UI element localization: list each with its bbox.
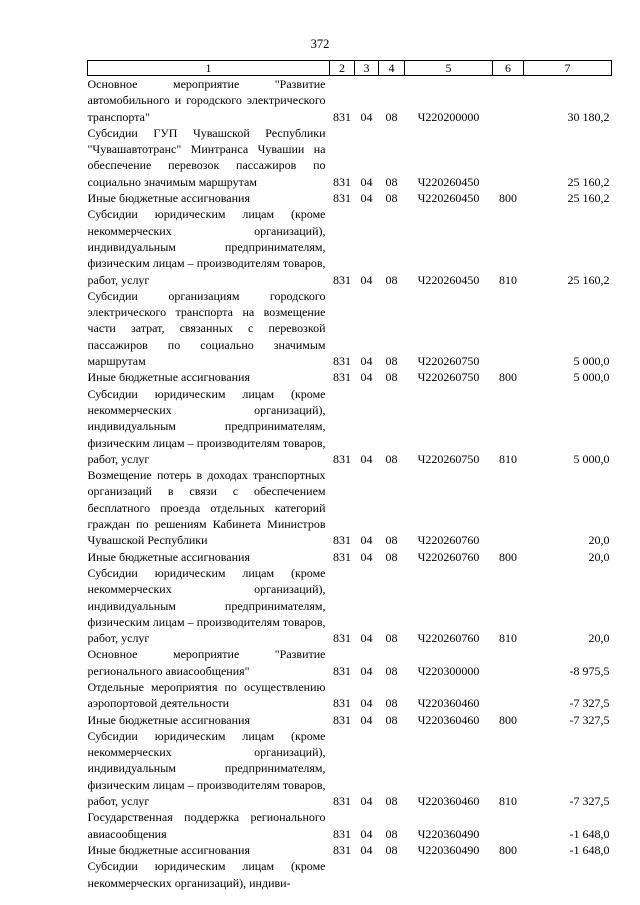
row-admin-code: 831	[333, 696, 351, 711]
column-header: 2	[330, 61, 355, 76]
row-expense-type	[493, 288, 524, 369]
row-admin-code: 831	[333, 370, 351, 385]
row-target-article: Ч220260760	[417, 533, 480, 548]
row-subsection-code: 08	[385, 826, 398, 841]
row-section-code: 04	[360, 631, 373, 646]
row-expense-type: 800	[499, 191, 517, 206]
row-admin-code	[330, 858, 355, 891]
row-section-code: 04	[360, 191, 373, 206]
row-name: Иные бюджетные ассигнования	[87, 191, 250, 206]
row-subsection-code: 08	[385, 712, 398, 727]
row-admin-code: 831	[333, 174, 351, 189]
row-name: Основное мероприятие "Развитие автомобильного и городского электрического транспорта"	[87, 77, 326, 124]
table-row	[88, 206, 612, 287]
row-target-article: Ч220260450	[417, 174, 480, 189]
table-row	[88, 467, 612, 548]
row-subsection-code: 08	[385, 370, 398, 385]
row-amount: -7 327,5	[569, 712, 610, 727]
row-admin-code: 831	[333, 533, 351, 548]
row-amount: -7 327,5	[569, 794, 610, 809]
row-target-article: Ч220360460	[417, 794, 480, 809]
row-amount: 25 160,2	[567, 174, 610, 189]
row-name: Субсидии юридическим лицам (кроме некоммерческих организаций), индиви-	[87, 859, 326, 890]
row-admin-code: 831	[333, 272, 351, 287]
row-name: Иные бюджетные ассигнования	[87, 549, 250, 564]
row-subsection-code: 08	[385, 109, 398, 124]
table-row	[88, 565, 612, 646]
row-section-code: 04	[360, 842, 373, 857]
table-row	[88, 646, 612, 679]
row-target-article: Ч220260760	[417, 549, 480, 564]
row-expense-type: 800	[499, 370, 517, 385]
row-subsection-code: 08	[385, 794, 398, 809]
row-admin-code: 831	[333, 826, 351, 841]
row-section-code: 04	[360, 826, 373, 841]
row-section-code: 04	[360, 370, 373, 385]
row-expense-type: 800	[499, 549, 517, 564]
row-expense-type: 810	[499, 272, 517, 287]
row-name: Субсидии юридическим лицам (кроме некоммерческих организаций), индивидуальным предпринимателям, физическим лицам – производителям товаров, работ, услуг	[87, 728, 326, 809]
row-admin-code: 831	[333, 109, 351, 124]
row-admin-code: 831	[333, 631, 351, 646]
table-row	[88, 190, 612, 206]
column-header: 1	[88, 61, 330, 76]
row-target-article: Ч220260750	[417, 370, 480, 385]
row-section-code: 04	[360, 663, 373, 678]
table-body	[88, 76, 612, 891]
row-name: Субсидии ГУП Чувашской Республики "Чувашавтотранс" Минтранса Чувашии на обеспечение перевозок пассажиров по социально значимым маршрутам	[87, 125, 326, 189]
row-subsection-code: 08	[385, 174, 398, 189]
row-target-article: Ч220360490	[417, 842, 480, 857]
table-row	[88, 712, 612, 728]
row-expense-type	[493, 76, 524, 125]
row-admin-code: 831	[333, 712, 351, 727]
row-target-article: Ч220260450	[417, 272, 480, 287]
row-expense-type	[493, 467, 524, 548]
row-expense-type: 800	[499, 842, 517, 857]
column-header: 3	[355, 61, 379, 76]
row-subsection-code: 08	[385, 631, 398, 646]
row-amount: 30 180,2	[567, 109, 610, 124]
budget-table	[87, 60, 612, 891]
page-number: 372	[310, 37, 330, 51]
row-admin-code: 831	[333, 549, 351, 564]
row-section-code: 04	[360, 533, 373, 548]
row-target-article: Ч220360460	[417, 712, 480, 727]
row-amount: 5 000,0	[573, 451, 610, 466]
row-expense-type	[493, 646, 524, 679]
row-expense-type: 800	[499, 712, 517, 727]
column-header: 4	[379, 61, 405, 76]
table-row	[88, 125, 612, 190]
row-subsection-code: 08	[385, 272, 398, 287]
row-amount: -1 648,0	[569, 842, 610, 857]
row-subsection-code: 08	[385, 533, 398, 548]
table-row	[88, 76, 612, 125]
row-expense-type	[493, 858, 524, 891]
row-name: Иные бюджетные ассигнования	[87, 842, 250, 857]
row-subsection-code: 08	[385, 842, 398, 857]
row-name: Отдельные мероприятия по осуществлению аэропортовой деятельности	[87, 679, 326, 711]
row-target-article: Ч220200000	[417, 109, 480, 124]
row-amount	[524, 858, 612, 891]
row-section-code: 04	[360, 109, 373, 124]
row-admin-code: 831	[333, 451, 351, 466]
row-amount: 5 000,0	[573, 370, 610, 385]
row-subsection-code: 08	[385, 663, 398, 678]
row-target-article	[405, 858, 493, 891]
row-subsection-code: 08	[385, 191, 398, 206]
row-admin-code: 831	[333, 842, 351, 857]
row-subsection-code: 08	[385, 549, 398, 564]
row-expense-type: 810	[499, 794, 517, 809]
row-amount: 20,0	[588, 549, 610, 564]
row-name: Иные бюджетные ассигнования	[87, 712, 250, 727]
table-row	[88, 549, 612, 565]
row-section-code: 04	[360, 354, 373, 369]
row-expense-type: 810	[499, 631, 517, 646]
table-row	[88, 679, 612, 712]
row-expense-type	[493, 125, 524, 190]
table-row	[88, 288, 612, 369]
row-section-code: 04	[360, 174, 373, 189]
row-amount: -1 648,0	[569, 826, 610, 841]
row-name: Основное мероприятие "Развитие регионального авиасообщения"	[87, 647, 326, 678]
row-admin-code: 831	[333, 354, 351, 369]
row-expense-type: 810	[499, 451, 517, 466]
row-section-code: 04	[360, 794, 373, 809]
row-target-article: Ч220260760	[417, 631, 480, 646]
table-row	[88, 809, 612, 842]
table-row	[88, 842, 612, 858]
row-section-code: 04	[360, 549, 373, 564]
row-target-article: Ч220260750	[417, 354, 480, 369]
row-subsection-code: 08	[385, 451, 398, 466]
row-name: Субсидии юридическим лицам (кроме некоммерческих организаций), индивидуальным предпринимателям, физическим лицам – производителям товаров, работ, услуг	[87, 386, 326, 466]
column-header: 5	[405, 61, 493, 76]
row-section-code	[355, 858, 379, 891]
row-target-article: Ч220360460	[417, 696, 480, 711]
table-row	[88, 386, 612, 467]
row-name: Субсидии организациям городского электрического транспорта на возмещение части затрат, связанных с перевозкой пассажиров по социально значимым маршрутам	[87, 288, 326, 369]
table-header	[88, 61, 612, 76]
column-header: 6	[493, 61, 524, 76]
row-amount: -8 975,5	[569, 663, 610, 678]
row-name: Иные бюджетные ассигнования	[87, 370, 250, 385]
row-amount: 5 000,0	[573, 354, 610, 369]
row-expense-type	[493, 679, 524, 712]
table-row	[88, 858, 612, 891]
row-section-code: 04	[360, 696, 373, 711]
row-target-article: Ч220300000	[417, 663, 480, 678]
row-admin-code: 831	[333, 663, 351, 678]
row-subsection-code	[379, 858, 405, 891]
row-target-article: Ч220260750	[417, 451, 480, 466]
row-name: Государственная поддержка регионального авиасообщения	[87, 810, 326, 841]
row-name: Возмещение потерь в доходах транспортных организаций в связи с обеспечением бесплатного проезда отдельных категорий граждан по решениям Кабинета Министров Чувашской Республики	[87, 468, 326, 548]
row-subsection-code: 08	[385, 354, 398, 369]
row-section-code: 04	[360, 451, 373, 466]
row-admin-code: 831	[333, 794, 351, 809]
row-section-code: 04	[360, 272, 373, 287]
row-amount: 20,0	[588, 533, 610, 548]
row-amount: 25 160,2	[567, 272, 610, 287]
table-row	[88, 369, 612, 385]
row-target-article: Ч220260450	[417, 191, 480, 206]
table-row	[88, 728, 612, 809]
row-amount: 25 160,2	[567, 191, 610, 206]
row-subsection-code: 08	[385, 696, 398, 711]
row-amount: -7 327,5	[569, 696, 610, 711]
column-header: 7	[524, 61, 612, 76]
row-name: Субсидии юридическим лицам (кроме некоммерческих организаций), индивидуальным предпринимателям, физическим лицам – производителям товаров, работ, услуг	[87, 565, 326, 646]
row-section-code: 04	[360, 712, 373, 727]
row-amount: 20,0	[588, 631, 610, 646]
row-expense-type	[493, 809, 524, 842]
row-admin-code: 831	[333, 191, 351, 206]
row-name: Субсидии юридическим лицам (кроме некоммерческих организаций), индивидуальным предпринимателям, физическим лицам – производителям товаров, работ, услуг	[87, 207, 326, 287]
row-target-article: Ч220360490	[417, 826, 480, 841]
